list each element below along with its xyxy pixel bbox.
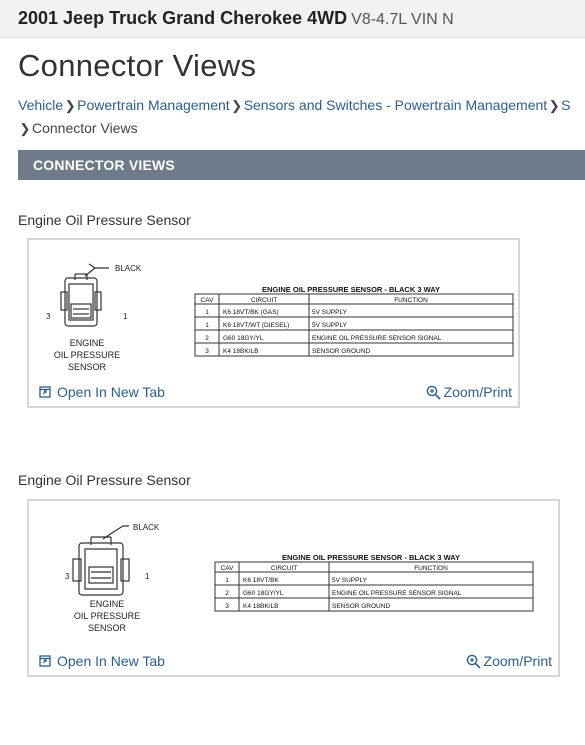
connector-color-label: BLACK [115,264,142,273]
cell: G60 18GY/YL [223,335,264,342]
vehicle-header [0,0,585,38]
cell: 3 [205,348,209,355]
connector-drawing [73,526,129,595]
cell: 2 [225,590,229,597]
cell: 1 [225,577,229,584]
cell: G60 18GY/YL [243,590,284,597]
connector-title: Engine Oil Pressure Sensor [18,472,191,488]
open-in-new-tab-link[interactable] [39,384,165,400]
vehicle-engine: V8-4.7L VIN N [351,11,454,28]
caption-line: ENGINE [89,599,125,609]
cell: K6 18VT/BK [243,577,279,584]
caption-line: OIL PRESSURE [53,350,121,360]
pinout-table-title: ENGINE OIL PRESSURE SENSOR - BLACK 3 WAY [282,553,460,562]
connector-card [27,499,560,677]
connector-diagram[interactable] [29,240,518,380]
connector-title: Engine Oil Pressure Sensor [18,212,191,228]
breadcrumb-truncated[interactable]: S [561,97,571,113]
zoom-print-label: Zoom/Print [483,653,552,669]
external-window-icon [39,655,51,667]
col-header: FUNCTION [394,297,428,304]
chevron-right-icon: ❯ [19,121,31,136]
cell: 1 [205,322,209,329]
caption-line: SENSOR [87,623,127,633]
cell: 5V SUPPLY [312,309,347,316]
zoom-print-link[interactable] [426,384,512,400]
cell: SENSOR GROUND [332,603,391,610]
col-header: CAV [200,297,214,304]
col-header: CAV [220,565,234,572]
cell: 5V SUPPLY [332,577,367,584]
connector-drawing [51,258,109,330]
chevron-right-icon: ❯ [64,98,76,113]
magnifier-plus-icon [426,385,441,400]
caption-line: SENSOR [67,362,107,372]
col-header: CIRCUIT [250,297,278,304]
pin-right-label: 1 [123,312,128,321]
page-title: Connector Views [18,48,257,83]
col-header: FUNCTION [414,565,448,572]
pinout-table-title: ENGINE OIL PRESSURE SENSOR - BLACK 3 WAY [262,285,440,294]
external-window-icon [39,386,51,398]
section-header: CONNECTOR VIEWS [18,150,585,180]
open-in-new-tab-label: Open In New Tab [57,384,165,400]
connector-card [27,238,520,408]
chevron-right-icon: ❯ [548,98,560,113]
cell: 5V SUPPLY [312,322,347,329]
zoom-print-label: Zoom/Print [443,384,512,400]
chevron-right-icon: ❯ [231,98,243,113]
open-in-new-tab-label: Open In New Tab [57,653,165,669]
vehicle-name: 2001 Jeep Truck Grand Cherokee 4WD [18,8,348,28]
connector-color-label: BLACK [133,523,160,532]
breadcrumb-sensors-switches[interactable]: Sensors and Switches - Powertrain Management [243,97,548,113]
caption-line: ENGINE [69,338,105,348]
breadcrumb-powertrain[interactable]: Powertrain Management [77,97,230,113]
cell: ENGINE OIL PRESSURE SENSOR SIGNAL [312,335,442,342]
pinout-table [215,553,533,611]
connector-diagram[interactable] [29,501,558,647]
breadcrumb-vehicle[interactable]: Vehicle [18,97,64,113]
card-actions [29,647,558,675]
card-actions [29,378,518,406]
pin-left-label: 3 [46,312,51,321]
pin-right-label: 1 [145,572,150,581]
cell: 1 [205,309,209,316]
cell: K6 18VT/BK (GAS) [223,309,279,316]
cell: 2 [205,335,209,342]
breadcrumb [18,94,585,140]
cell: K4 18BK/LB [223,348,259,355]
cell: SENSOR GROUND [312,348,371,355]
pinout-table [195,285,513,356]
col-header: CIRCUIT [270,565,298,572]
open-in-new-tab-link[interactable] [39,653,165,669]
breadcrumb-current: Connector Views [32,120,138,136]
cell: K6 18VT/WT (DIESEL) [223,322,290,329]
vehicle-title [18,8,454,29]
cell: ENGINE OIL PRESSURE SENSOR SIGNAL [332,590,462,597]
magnifier-plus-icon [466,654,481,669]
zoom-print-link[interactable] [466,653,552,669]
cell: 3 [225,603,229,610]
cell: K4 18BK/LB [243,603,279,610]
caption-line: OIL PRESSURE [73,611,141,621]
pin-left-label: 3 [65,572,70,581]
